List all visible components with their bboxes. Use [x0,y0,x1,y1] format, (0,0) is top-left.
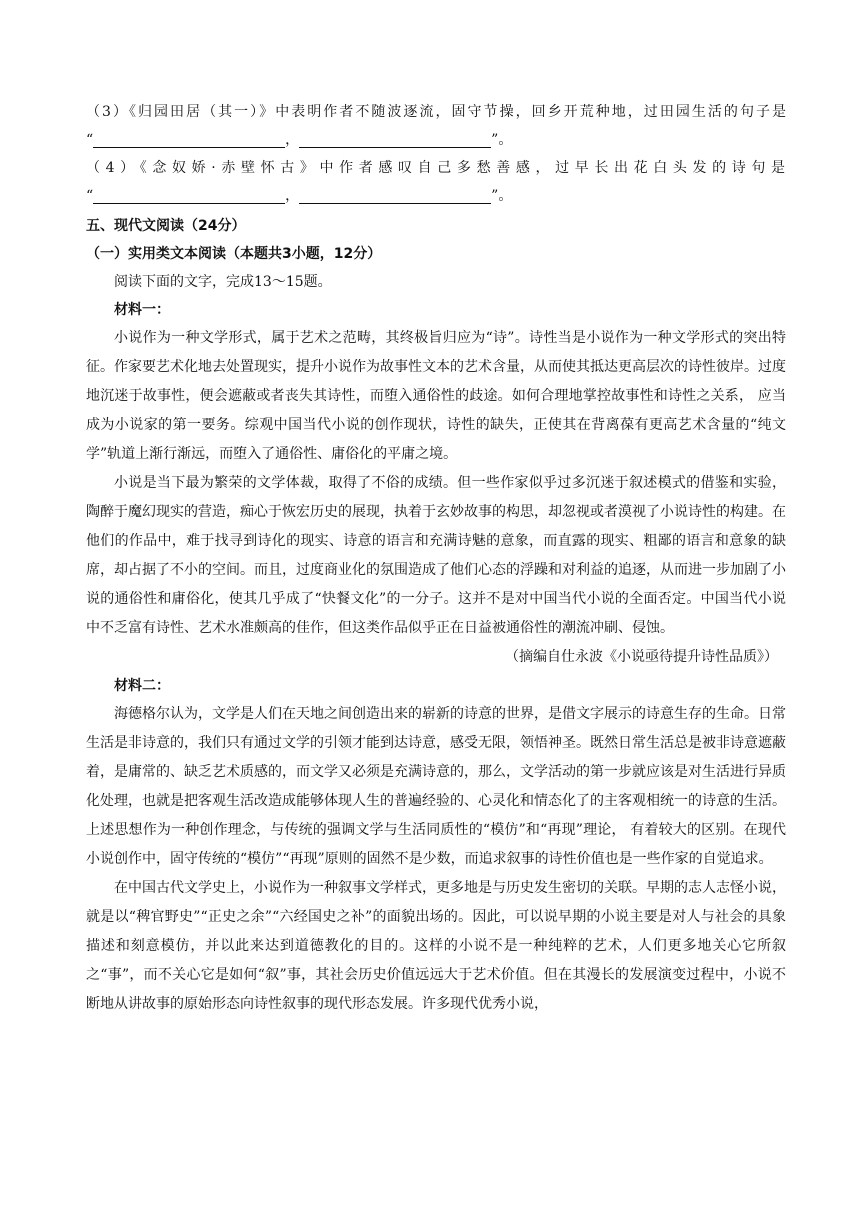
material-2-paragraph: 海德格尔认为，文学是人们在天地之间创造出来的崭新的诗意的世界，是借文字展示的诗意生存的生命。日常生活是非诗意的，我们只有通过文学的引领才能到达诗意，感受无限，领悟神圣。既然日常生活总是被非诗意遮蔽着，是庸常的、缺乏艺术质感的，而文学又必须是充满诗意的，那么，文学活动的第一步就应该是对生活进行异质化处理，也就是把客观生活改造成能够体现人生的普遍经验的、心灵化和情态化了的主客观相统一的诗意的生活。上述思想作为一种创作理念，与传统的强调文学与生活同质性的“模仿”和“再现”理论， 有着较大的区别。在现代小说创作中，固守传统的“模仿”“再现”原则的固然不是少数，而追求叙事的诗性价值也是一些作家的自觉追求。 [86,706,786,867]
question-3-prompt: （3）《归园田居（其一）》中表明作者不随波逐流，固守节操，回乡开荒种地，过田园生活的句子是 [86,104,786,120]
question-4-prompt: （4）《念奴娇·赤壁怀古》中作者感叹自己多愁善感，过早长出花白头发的诗句是 [86,160,786,176]
question-4-answer-line [86,182,786,210]
answer-blank[interactable] [299,187,491,204]
section-5-title: 五、现代文阅读（24分） [86,218,246,234]
open-quote: “ [86,132,94,148]
material-1-paragraph: 小说是当下最为繁荣的文学体裁，取得了不俗的成绩。但一些作家似乎过多沉迷于叙述模式的借鉴和实验， 陶醉于魔幻现实的营造，痴心于恢宏历史的展现，执着于玄妙故事的构思，却忽视或者漠视了小说诗性的构建。在他们的作品中，难于找寻到诗化的现实、诗意的语言和充满诗魅的意象，而直露的现实、粗鄙的语言和意象的缺席，却占据了不小的空间。而且，过度商业化的氛围造成了他们心态的浮躁和对利益的追逐，从而进一步加剧了小说的通俗性和庸俗化，使其几乎成了“快餐文化”的一分子。这并不是对中国当代小说的全面否定。中国当代小说中不乏富有诗性、艺术水准颇高的佳作，但这类作品似乎正在日益被通俗性的潮流冲刷、侵蚀。 [86,475,786,636]
subsection-1-title: （一）实用类文本阅读（本题共3小题，12分） [86,246,382,262]
exam-page [86,98,786,1019]
close-quote: ”。 [491,188,513,204]
material-2-heading: 材料二： [114,678,170,694]
comma: ， [285,132,300,148]
material-1-paragraph: 小说作为一种文学形式，属于艺术之范畴，其终极旨归应为“诗”。诗性当是小说作为一种文学形式的突出特征。作家要艺术化地去处置现实，提升小说作为故事性文本的艺术含量，从而使其抵达更高层次的诗性彼岸。过度地沉迷于故事性，便会遮蔽或者丧失其诗性，而堕入通俗性的歧途。如何合理地掌控故事性和诗性之关系， 应当成为小说家的第一要务。综观中国当代小说的创作现状，诗性的缺失，正使其在背离葆有更高艺术含量的“纯文学”轨道上渐行渐远，而堕入了通俗性、庸俗化的平庸之境。 [86,330,786,462]
material-1-heading: 材料一： [114,302,170,318]
answer-blank[interactable] [93,131,285,148]
answer-blank[interactable] [299,131,491,148]
reading-instruction: 阅读下面的文字，完成13～15题。 [114,274,332,290]
answer-blank[interactable] [93,187,285,204]
open-quote: “ [86,188,94,204]
material-1-source: （摘编自仕永波《小说亟待提升诗性品质》） [505,649,778,665]
comma: ， [285,188,300,204]
material-2-paragraph: 在中国古代文学史上，小说作为一种叙事文学样式，更多地是与历史发生密切的关联。早期的志人志怪小说，就是以“稗官野史”“正史之余”“六经国史之补”的面貌出场的。因此，可以说早期的小说主要是对人与社会的具象描述和刻意模仿，并以此来达到道德教化的目的。这样的小说不是一种纯粹的艺术，人们更多地关心它所叙之“事”，而不关心它是如何“叙”事，其社会历史价值远远大于艺术价值。但在其漫长的发展演变过程中，小说不断地从讲故事的原始形态向诗性叙事的现代形态发展。许多现代优秀小说， [86,880,786,1012]
close-quote: ”。 [491,132,513,148]
question-3-answer-line [86,126,786,154]
